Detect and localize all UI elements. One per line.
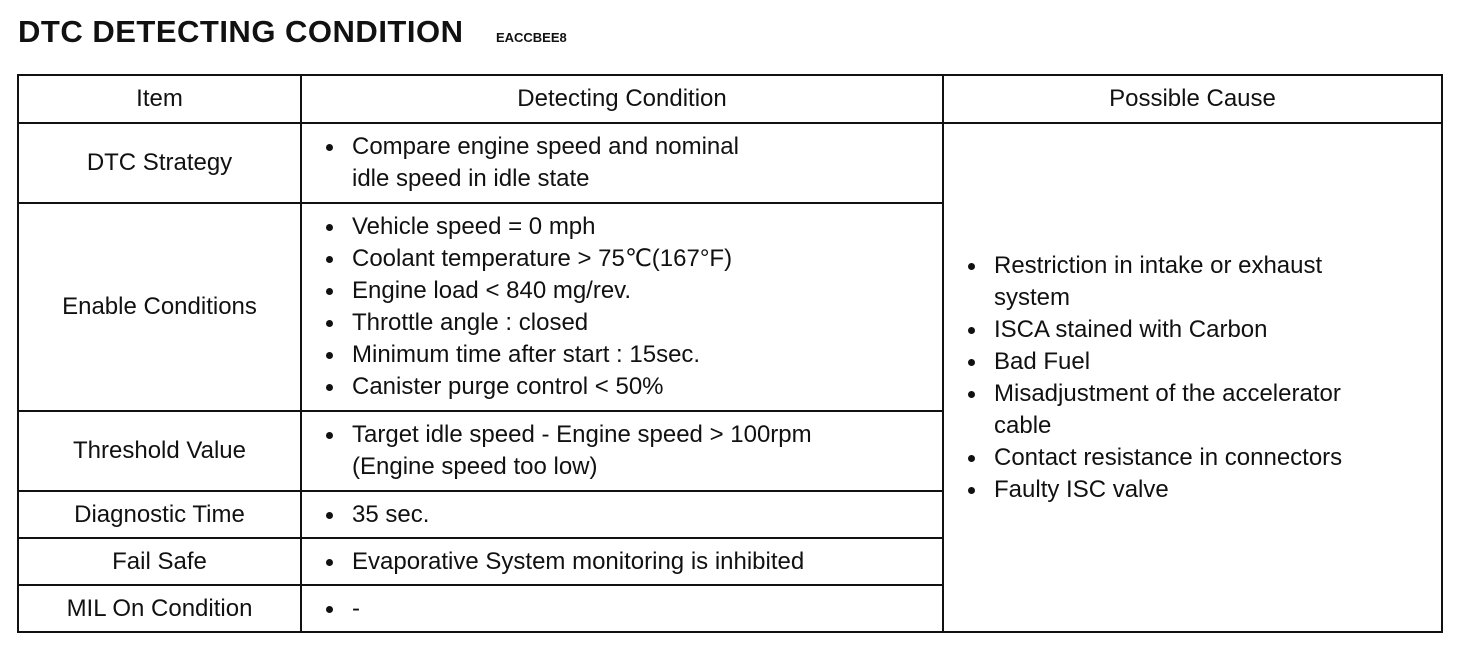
bullet-icon: [326, 512, 333, 519]
condition-cell-diagnostic-time: [301, 491, 943, 538]
bullet-icon: [326, 352, 333, 359]
bullet-icon: [326, 144, 333, 151]
bullet-icon: [968, 455, 975, 462]
bullet-icon: [326, 559, 333, 566]
list-item: 35 sec.: [318, 499, 942, 531]
condition-list: [318, 546, 942, 578]
list-item: Faulty ISC valve: [960, 474, 1441, 506]
condition-list: [318, 419, 942, 483]
column-header-item: Item: [18, 75, 301, 123]
list-item: Coolant temperature > 75℃(167°F): [318, 243, 942, 275]
bullet-icon: [968, 487, 975, 494]
list-item: Target idle speed - Engine speed > 100rpm (Engine speed too low): [318, 419, 942, 483]
bullet-icon: [326, 432, 333, 439]
item-cell-threshold-value: Threshold Value: [18, 411, 301, 491]
possible-cause-list: [960, 250, 1441, 506]
table-row: [18, 123, 1442, 203]
column-header-possible-cause: Possible Cause: [943, 75, 1442, 123]
list-item: Contact resistance in connectors: [960, 442, 1441, 474]
dtc-table: [17, 74, 1443, 633]
bullet-icon: [326, 320, 333, 327]
item-cell-fail-safe: Fail Safe: [18, 538, 301, 585]
list-item: -: [318, 593, 942, 625]
bullet-icon: [968, 391, 975, 398]
condition-cell-threshold-value: [301, 411, 943, 491]
list-item: Canister purge control < 50%: [318, 371, 942, 403]
list-item: ISCA stained with Carbon: [960, 314, 1441, 346]
list-item: Misadjustment of the accelerator cable: [960, 378, 1441, 442]
bullet-icon: [326, 606, 333, 613]
condition-list: [318, 211, 942, 403]
condition-cell-fail-safe: [301, 538, 943, 585]
list-item: Restriction in intake or exhaust system: [960, 250, 1441, 314]
bullet-icon: [326, 288, 333, 295]
page-header: [18, 14, 567, 50]
bullet-icon: [326, 224, 333, 231]
bullet-icon: [326, 256, 333, 263]
list-item: Engine load < 840 mg/rev.: [318, 275, 942, 307]
condition-cell-dtc-strategy: [301, 123, 943, 203]
condition-list: [318, 131, 942, 195]
item-cell-dtc-strategy: DTC Strategy: [18, 123, 301, 203]
condition-list: [318, 593, 942, 625]
condition-list: [318, 499, 942, 531]
list-item: Minimum time after start : 15sec.: [318, 339, 942, 371]
item-cell-mil-on-condition: MIL On Condition: [18, 585, 301, 632]
table-header-row: [18, 75, 1442, 123]
condition-cell-enable-conditions: [301, 203, 943, 411]
item-cell-enable-conditions: Enable Conditions: [18, 203, 301, 411]
bullet-icon: [326, 384, 333, 391]
list-item: Vehicle speed = 0 mph: [318, 211, 942, 243]
page-title: DTC DETECTING CONDITION: [18, 14, 464, 49]
list-item: Evaporative System monitoring is inhibited: [318, 546, 942, 578]
list-item: Compare engine speed and nominal idle speed in idle state: [318, 131, 942, 195]
bullet-icon: [968, 327, 975, 334]
document-code: EACCBEE8: [495, 30, 567, 45]
possible-cause-cell: [943, 123, 1442, 632]
condition-cell-mil-on-condition: [301, 585, 943, 632]
item-cell-diagnostic-time: Diagnostic Time: [18, 491, 301, 538]
list-item: Bad Fuel: [960, 346, 1441, 378]
list-item: Throttle angle : closed: [318, 307, 942, 339]
column-header-detecting-condition: Detecting Condition: [301, 75, 943, 123]
bullet-icon: [968, 359, 975, 366]
bullet-icon: [968, 263, 975, 270]
